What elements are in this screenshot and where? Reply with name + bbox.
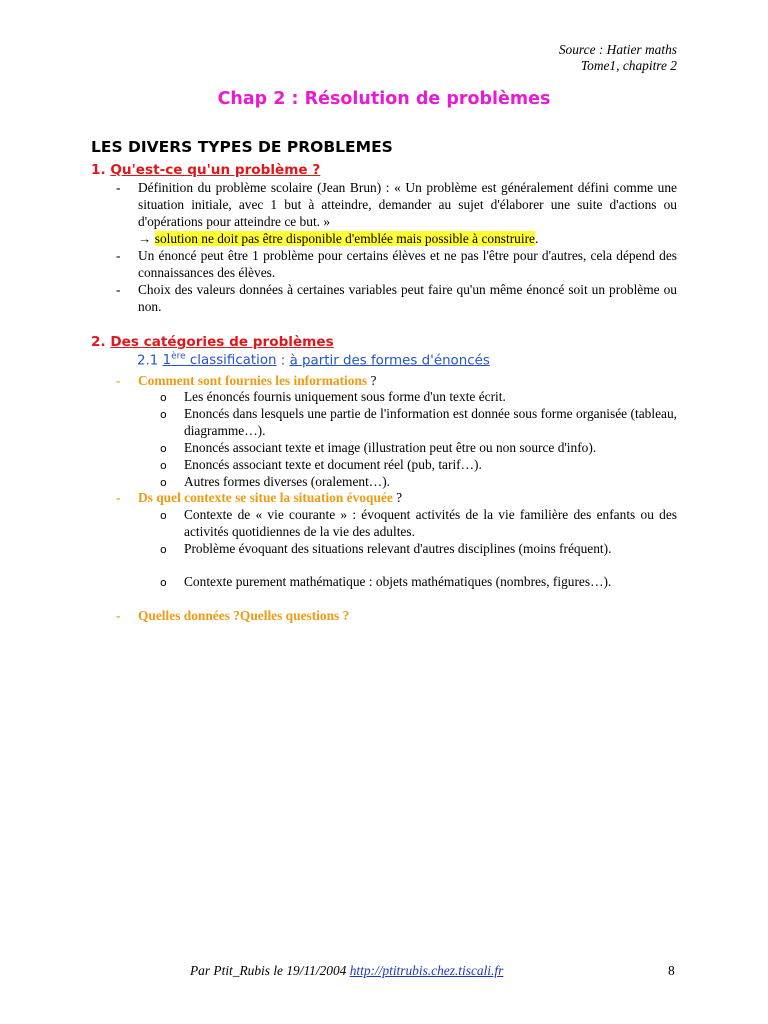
q1-item-2: Enoncés dans lesquels une partie de l'information est donnée sous forme organisée (tableau, diagramme…). [184,406,677,438]
bullet-dash: - [116,490,121,505]
part1-conclusion [138,231,677,248]
circle-bullet: o [160,408,167,421]
highlighted-text: solution ne doit pas être disponible d'emblée mais possible à construire [154,231,535,246]
footer-link[interactable]: http://ptitrubis.chez.tiscali.fr [349,963,504,978]
subsection-ordinal-sup: ère [171,352,186,362]
part1-bullet-2: Un énoncé peut être 1 problème pour certains élèves et ne pas l'être pour d'autres, cela dépend des connaissances des élèves. [138,248,677,280]
q2-item-3: Contexte purement mathématique : objets mathématiques (nombres, figures…). [184,574,612,589]
subsection-number: 2.1 [137,353,159,369]
q2-item-2: Problème évoquant des situations relevant d'autres disciplines (moins fréquent). [184,541,612,556]
section-title: LES DIVERS TYPES DE PROBLEMES [91,138,393,156]
question-2-mark: ? [392,490,403,505]
q2-item-1: Contexte de « vie courante » : évoquent activités de la vie familière des enfants ou des activités quotidiennes de la vie des adultes. [184,507,677,539]
part1-heading [91,162,320,178]
highlight-end: . [535,231,539,246]
part1-number: 1. [91,162,106,178]
part1-heading-text: Qu'est-ce qu'un problème ? [110,162,321,178]
page-title: Chap 2 : Résolution de problèmes [217,89,551,109]
footer-author-date: Par Ptit_Rubis le 19/11/2004 [190,963,350,978]
question-3-label: Quelles données ?Quelles questions ? [138,608,350,623]
question-1-label: Comment sont fournies les informations [138,373,368,388]
source-note [559,42,677,74]
part1-bullet-1: Définition du problème scolaire (Jean Brun) : « Un problème est généralement défini comme une situation initiale, avec 1 but à atteindre, demander au sujet d'élaborer une suite d'actions ou d'opérations pour atteindre ce but. » [138,180,677,229]
subsection-heading [137,352,490,368]
subsection-title-2: à partir des formes d'énoncés [289,353,490,369]
question-2-label: Ds quel contexte se situe la situation évoquée [138,490,393,505]
circle-bullet: o [160,442,167,455]
arrow-icon: → [138,231,152,246]
bullet-dash: - [116,180,121,195]
page-number: 8 [668,963,675,978]
circle-bullet: o [160,459,167,472]
question-1 [138,373,677,390]
question-1-mark: ? [367,373,377,388]
subsection-sep: : [276,353,290,369]
bullet-dash: - [116,282,121,297]
bullet-dash: - [116,608,121,623]
part2-heading [91,334,334,350]
circle-bullet: o [160,576,167,589]
circle-bullet: o [160,476,167,489]
part1-bullet-3: Choix des valeurs données à certaines variables peut faire qu'un même énoncé soit un problème ou non. [138,282,677,314]
part2-number: 2. [91,334,106,350]
subsection-title-1: classification [185,353,277,369]
footer-text [190,963,503,979]
source-line-2: Tome1, chapitre 2 [580,58,677,73]
circle-bullet: o [160,391,167,404]
bullet-dash: - [116,373,121,388]
question-2 [138,490,677,507]
subsection-ordinal: 1 [162,353,172,369]
q1-item-4: Enoncés associant texte et document réel (pub, tarif…). [184,457,482,472]
q1-item-1: Les énoncés fournis uniquement sous forme d'un texte écrit. [184,389,506,404]
part2-heading-text: Des catégories de problèmes [110,334,334,350]
bullet-dash: - [116,248,121,263]
q1-item-3: Enoncés associant texte et image (illustration peut être ou non source d'info). [184,440,597,455]
source-line-1: Source : Hatier maths [558,42,677,57]
q1-item-5: Autres formes diverses (oralement…). [184,474,390,489]
circle-bullet: o [160,543,167,556]
circle-bullet: o [160,509,167,522]
